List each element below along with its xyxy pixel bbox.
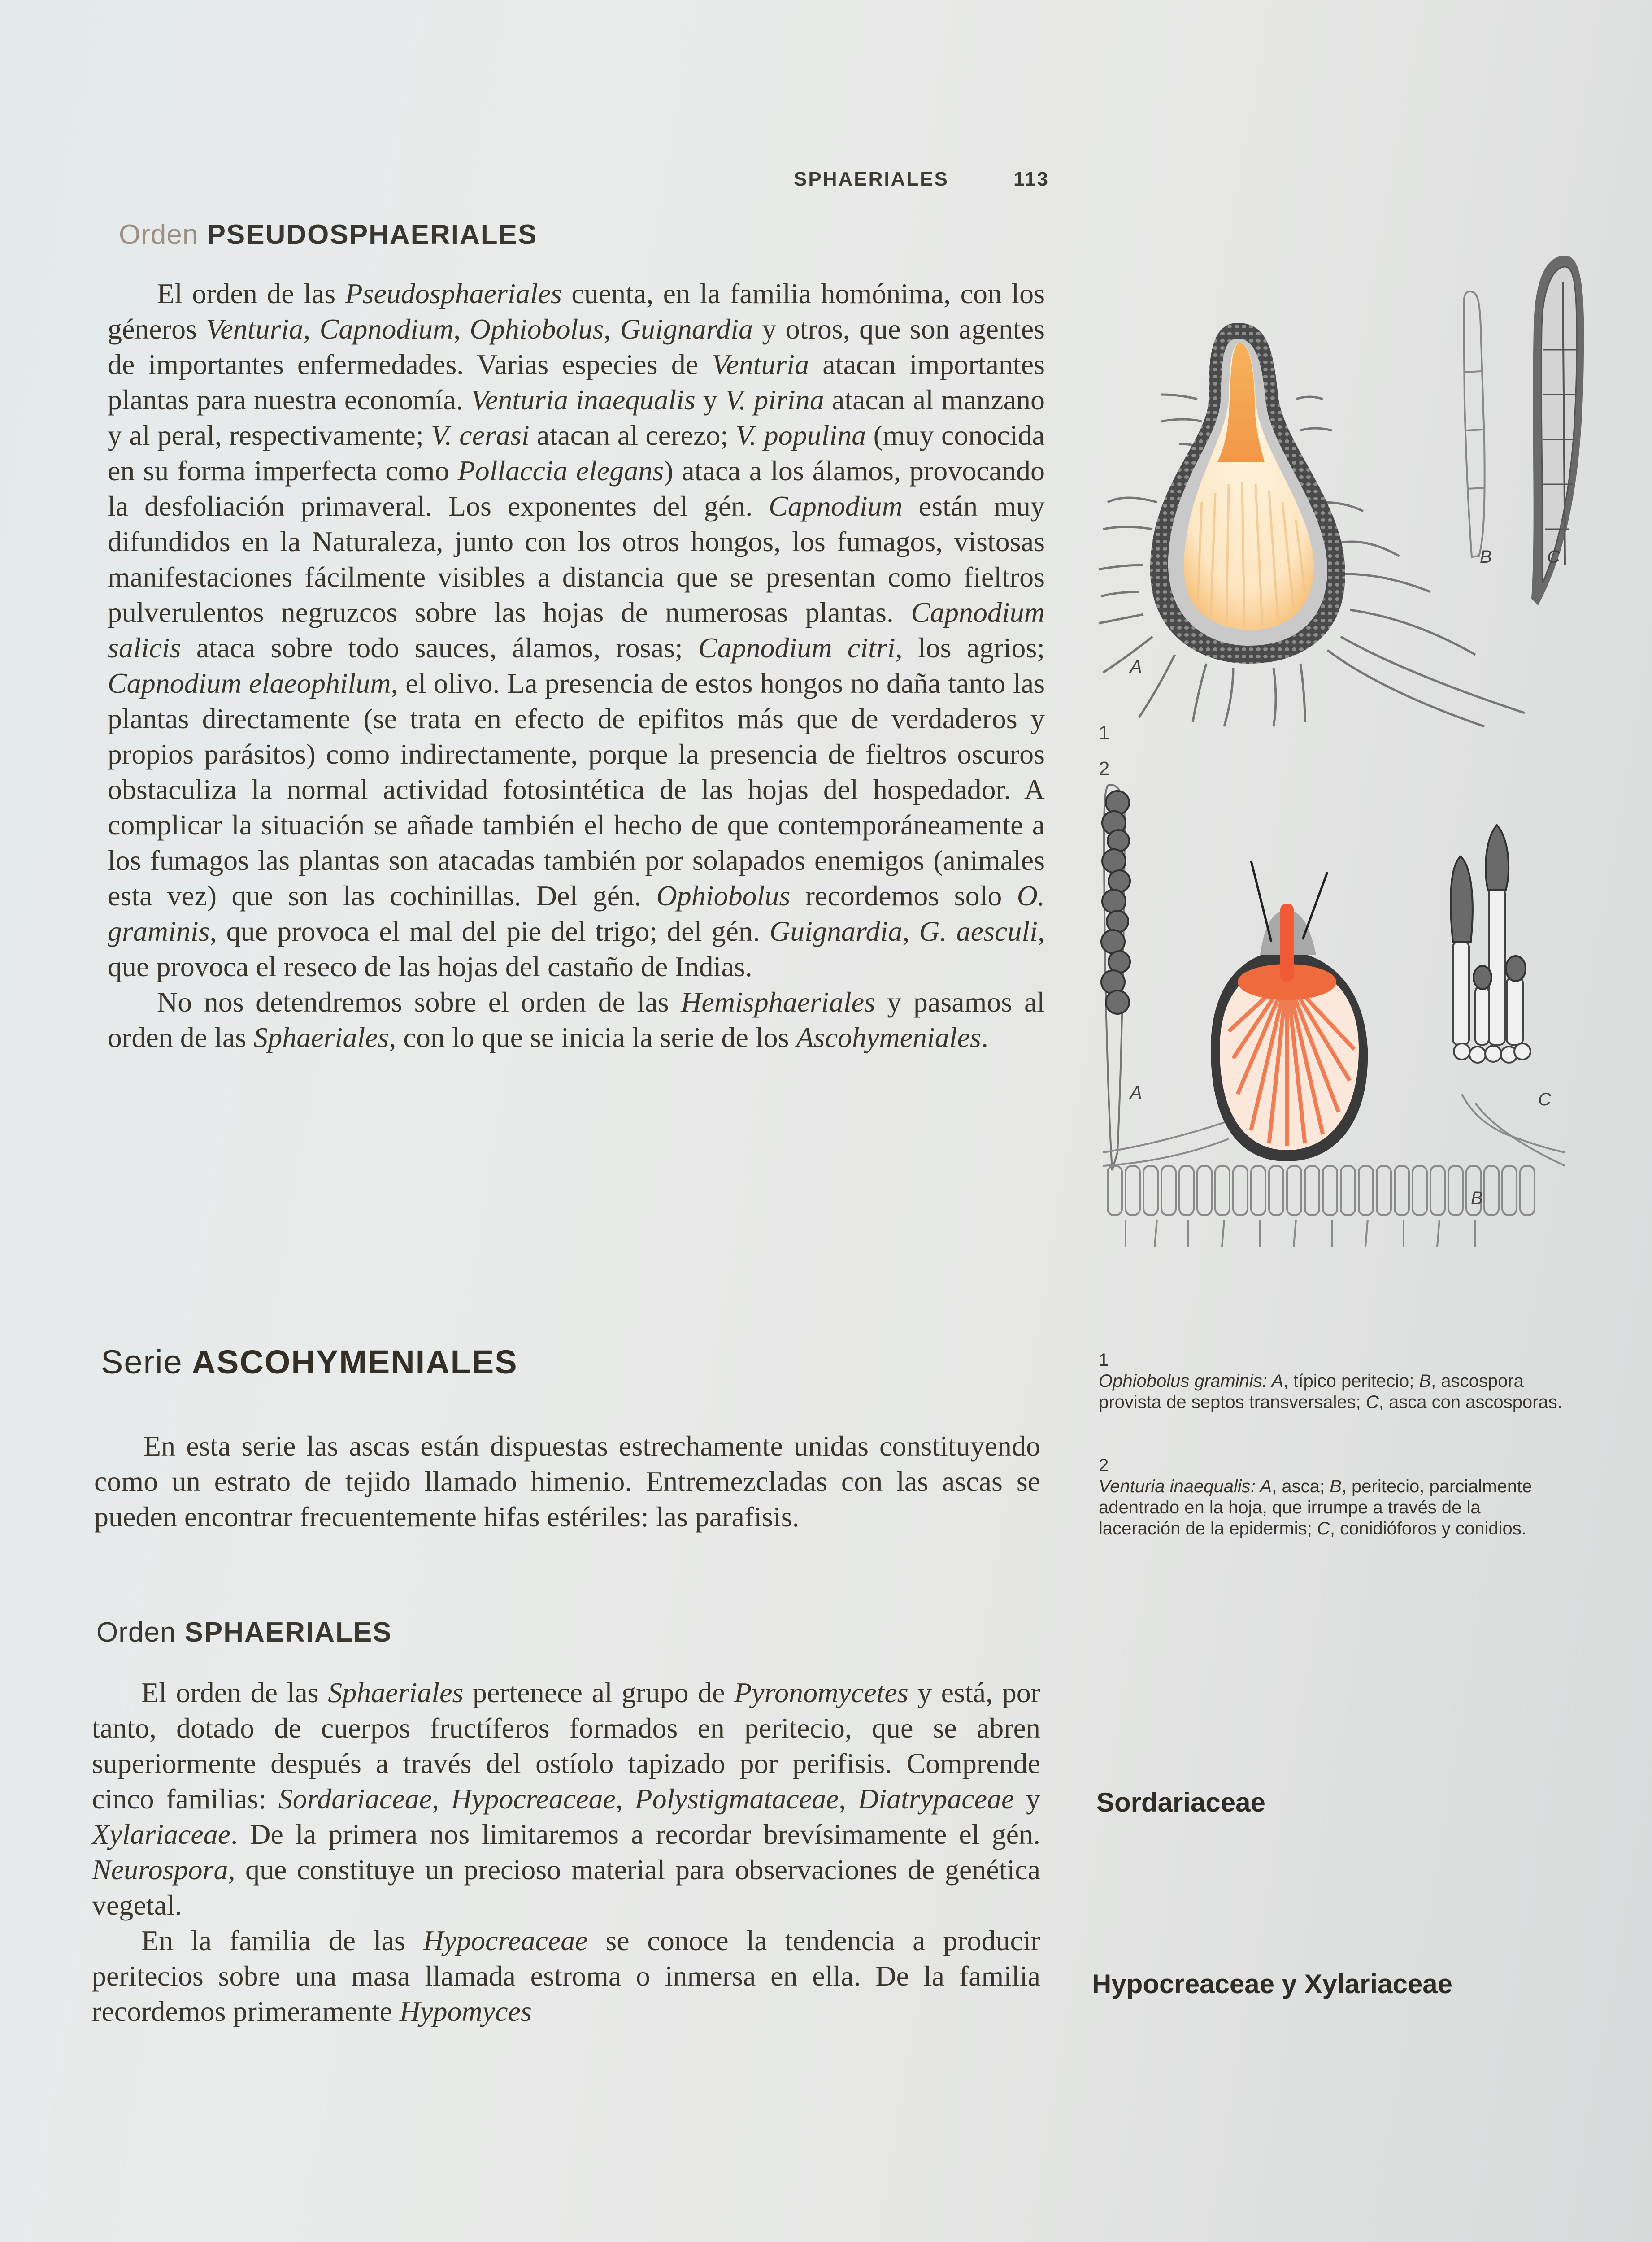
conidioforos-c — [1451, 825, 1530, 1063]
italic-taxon: Hemisphaeriales — [681, 986, 875, 1018]
text-run: . De la primera nos limitaremos a recordar brevísimamente el gén. — [230, 1818, 1040, 1850]
caption-text: Ophiobolus graminis: A — [1099, 1371, 1284, 1391]
heading-name: ASCOHYMENIALES — [191, 1343, 518, 1381]
italic-taxon: Capnodium elaeophilum — [108, 667, 391, 699]
caption-text: , típico peritecio; — [1283, 1371, 1419, 1391]
caption-text: B — [1419, 1371, 1431, 1391]
section2-body — [94, 1428, 1040, 1534]
text-run: , que constituye un precioso material para observaciones de genética vegetal. — [92, 1854, 1040, 1921]
text-run: , — [453, 313, 470, 345]
section3-body — [92, 1675, 1040, 2029]
side-heading-sordariaceae: Sordariaceae — [1096, 1787, 1265, 1817]
text-run: , — [839, 1783, 858, 1815]
italic-taxon: O. graminis — [108, 880, 1045, 947]
italic-taxon: Diatrypaceae — [858, 1783, 1014, 1815]
text-run: , que provoca el mal del pie del trigo; del gén. — [209, 915, 770, 947]
caption-text: Venturia inaequalis: A — [1099, 1477, 1272, 1496]
text-run: y — [695, 384, 726, 416]
text-run: En la familia de las — [141, 1925, 423, 1956]
italic-taxon: Venturia — [206, 313, 304, 345]
italic-taxon: Capnodium salicis — [108, 596, 1045, 664]
heading-prefix: Serie — [101, 1343, 183, 1381]
caption-figure-1 — [1099, 1350, 1565, 1413]
text-run: ) ataca a los álamos, provocando la desfoliación primaveral. Los exponentes del gén. — [108, 455, 1045, 522]
running-head — [794, 168, 1049, 191]
italic-taxon: Pyronomycetes — [734, 1677, 909, 1708]
heading-prefix: Orden — [96, 1617, 176, 1648]
paragraph — [108, 276, 1045, 984]
italic-taxon: Pseudosphaeriales — [345, 278, 562, 309]
caption-text: C — [1365, 1392, 1379, 1412]
italic-taxon: Venturia inaequalis — [470, 384, 696, 416]
italic-taxon: Sordariaceae — [278, 1783, 432, 1815]
text-run: y pasamos al orden de las — [108, 986, 1045, 1053]
section1-body — [108, 276, 1045, 1055]
heading-sphaeriales — [96, 1616, 392, 1648]
italic-taxon: Ascohymeniales — [796, 1021, 981, 1053]
caption-text: , ascospora provista de septos transversales; — [1099, 1371, 1524, 1412]
italic-taxon: Guignardia — [769, 915, 903, 947]
italic-taxon: Sphaeriales — [253, 1021, 389, 1053]
italic-taxon: V. populina — [735, 419, 866, 451]
figure-2-label-c: C — [1538, 1090, 1551, 1109]
paragraph — [108, 984, 1045, 1055]
figure-2-illustration — [1094, 780, 1587, 1251]
text-run: . — [981, 1021, 988, 1053]
paragraph — [92, 1675, 1040, 1923]
caption-number: 2 — [1099, 1456, 1109, 1475]
caption-text: , asca con ascosporas. — [1378, 1392, 1562, 1412]
italic-taxon: Capnodium — [769, 490, 903, 522]
text-run: recordemos solo — [790, 880, 1017, 912]
text-run: , — [615, 1783, 635, 1815]
figure-2-number: 2 — [1099, 758, 1110, 780]
heading-name: SPHAERIALES — [184, 1617, 392, 1648]
text-run: No nos detendremos sobre el orden de las — [157, 986, 681, 1018]
text-run: , — [604, 313, 620, 345]
peritecio-b — [1211, 861, 1368, 1161]
text-run: El orden de las — [141, 1677, 328, 1708]
italic-taxon: Xylariaceae — [92, 1818, 231, 1850]
paragraph — [92, 1923, 1040, 2029]
caption-figure-2 — [1099, 1455, 1565, 1539]
heading-pseudosphaeriales — [119, 219, 537, 251]
text-run: , con lo que se inicia la serie de los — [389, 1021, 796, 1053]
page-number: 113 — [1013, 168, 1049, 190]
italic-taxon: Capnodium — [319, 313, 454, 345]
caption-text: , peritecio, parcialmente adentrado en la hoja, que irrumpe a través de la laceración de la epidermis; — [1099, 1477, 1532, 1538]
heading-name: PSEUDOSPHAERIALES — [207, 219, 538, 250]
italic-taxon: Pollaccia elegans — [457, 455, 664, 487]
text-run: , — [902, 915, 919, 947]
side-heading-hypocreaceae-xylariaceae: Hypocreaceae y Xylariaceae — [1092, 1969, 1452, 1999]
heading-prefix: Orden — [119, 219, 199, 250]
text-run: (muy conocida en su forma imperfecta como — [108, 419, 1045, 487]
italic-taxon: Hypocreaceae — [451, 1783, 616, 1815]
text-run: , — [303, 313, 320, 345]
italic-taxon: Capnodium citri — [698, 632, 896, 664]
figure-1-illustration — [1090, 251, 1605, 744]
italic-taxon: Ophiobolus — [470, 313, 604, 345]
text-run: , — [432, 1783, 451, 1815]
running-head-title: SPHAERIALES — [794, 168, 949, 190]
text-run: y está, por tanto, dotado de cuerpos fructíferos formados en peritecio, que se abren superiormente después a través del ostíolo tapizado por perifisis. Comprende cinco familias: — [92, 1677, 1041, 1815]
text-run: , que provoca el reseco de las hojas del castaño de Indias. — [108, 915, 1045, 982]
italic-taxon: Guignardia — [620, 313, 753, 345]
italic-taxon: Hypocreaceae — [423, 1925, 588, 1956]
italic-taxon: Ophiobolus — [656, 880, 791, 912]
peritecio-a — [1150, 323, 1345, 664]
caption-text: C — [1317, 1519, 1330, 1538]
italic-taxon: G. aesculi — [919, 915, 1038, 947]
italic-taxon: V. cerasi — [431, 419, 530, 451]
figure-2-label-a: A — [1130, 1083, 1142, 1103]
asca-a — [1101, 785, 1130, 1170]
text-run: y — [1014, 1783, 1040, 1815]
text-run: pertenece al grupo de — [463, 1677, 735, 1708]
italic-taxon: Polystigmataceae — [635, 1783, 839, 1815]
text-run: , el olivo. La presencia de estos hongos no daña tanto las plantas directamente (se trata en efecto de epifitos más que de verdaderos y propios parásitos) como indirectamente, porque la presencia de fieltros oscuros obstaculiza la normal actividad fotosintética de las hojas del hospedador. A complicar la situación se añade también el hecho de que contemporáneamente a los fumagos las plantas son atacadas también por solapados enemigos (animales esta vez) que son las cochinillas. Del gén. — [108, 667, 1045, 912]
figure-1-number: 1 — [1099, 722, 1110, 744]
caption-number: 1 — [1099, 1350, 1109, 1370]
italic-taxon: Venturia — [712, 348, 809, 380]
text-run: atacan al manzano y al peral, respectivamente; — [108, 384, 1045, 451]
text-run: se conoce la tendencia a producir peritecios sobre una masa llamada estroma o inmersa en ella. De la familia recordemos primeramente — [92, 1925, 1041, 2027]
text-run: y otros, que son agentes de importantes enfermedades. Varias especies de — [108, 313, 1045, 380]
text-run: están muy difundidos en la Naturaleza, junto con los otros hongos, los fumagos, vistosas manifestaciones fácilmente visibles a distancia que se presentan como fieltros pulverulentos negruzcos sobre las hojas de numerosas plantas. — [108, 490, 1045, 628]
text-run: atacan importantes plantas para nuestra economía. — [108, 348, 1045, 416]
caption-text: B — [1330, 1477, 1342, 1496]
text-run: , los agrios; — [895, 632, 1045, 664]
italic-taxon: Sphaeriales — [328, 1677, 464, 1708]
italic-taxon: Hypomyces — [399, 1995, 532, 2027]
caption-text: , conidióforos y conidios. — [1330, 1519, 1526, 1538]
heading-ascohymeniales — [101, 1343, 518, 1381]
italic-taxon: V. pirina — [725, 384, 824, 416]
italic-taxon: Neurospora — [92, 1854, 228, 1886]
figure-2-label-b: B — [1471, 1188, 1483, 1208]
text-run: cuenta, en la familia homónima, con los géneros — [108, 278, 1045, 345]
figure-1-label-c: C — [1547, 547, 1560, 567]
text-run: atacan al cerezo; — [529, 419, 736, 451]
paragraph: En esta serie las ascas están dispuestas estrechamente unidas constituyendo como un estrato de tejido llamado himenio. Entremezcladas con las ascas se pueden encontrar frecuentemente hifas estériles: las parafisis. — [94, 1430, 1040, 1533]
figure-1-label-a: A — [1130, 657, 1142, 677]
text-run: El orden de las — [157, 278, 345, 309]
figure-1-label-b: B — [1480, 547, 1492, 567]
caption-text: , asca; — [1272, 1477, 1330, 1496]
text-run: ataca sobre todo sauces, álamos, rosas; — [181, 632, 698, 664]
ascospora-b — [1464, 291, 1485, 557]
